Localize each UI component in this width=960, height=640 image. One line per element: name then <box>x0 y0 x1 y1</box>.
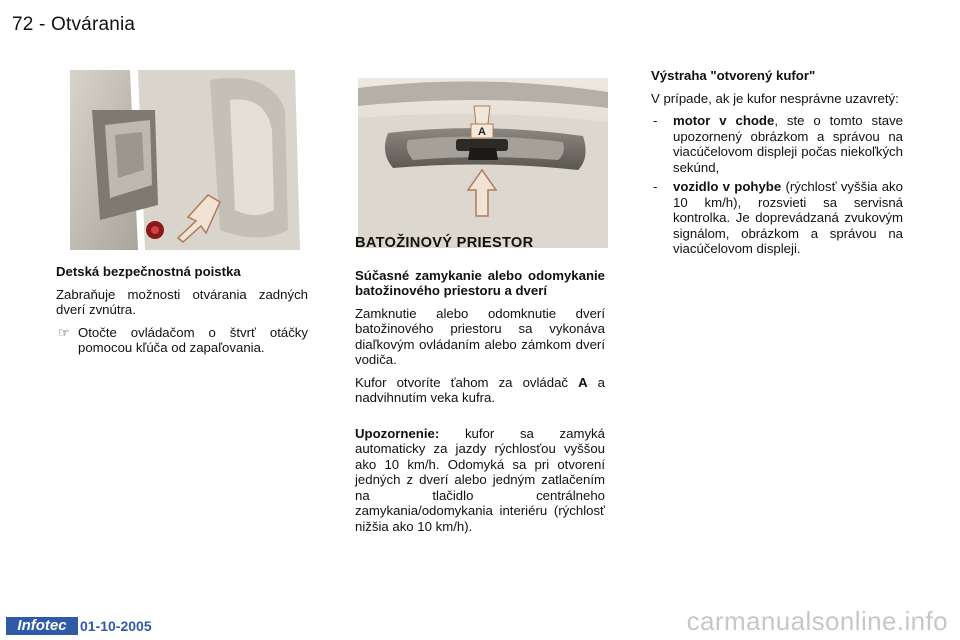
child-lock-instruction-text: Otočte ovládačom o štvrť otáčky pomocou kľúča od zapaľovania. <box>78 324 308 355</box>
alert-item-engine-text: , ste o tomto stave upozornený obrázkom a správou na viacúčelovom displeji počas niekoľkých sekúnd, <box>673 113 904 175</box>
warning-text: kufor sa zamyká automaticky za jazdy rýchlosťou vyššou ako 10 km/h. Odomyká sa pri otvorení jedných z dverí alebo jedným zatlačením na tlačidlo centrálneho zamykania/odomykania interiéru (rýchlosť nižšia ako 10 km/h). <box>355 425 605 534</box>
child-lock-description: Zabraňuje možnosti otvárania zadných dverí zvnútra. <box>56 286 308 317</box>
warning-label: Upozornenie: <box>355 425 440 441</box>
site-watermark: carmanualsonline.info <box>686 606 948 636</box>
pointer-icon: ☞ <box>58 324 70 340</box>
lock-sub-heading: Súčasné zamykanie alebo odomykanie batožinového priestoru a dverí <box>355 267 605 298</box>
section-title: BATOŽINOVÝ PRIESTOR <box>355 235 534 251</box>
right-column <box>651 68 903 261</box>
alert-item-moving <box>651 179 903 257</box>
open-trunk-pre: Kufor otvoríte ťahom za ovládač <box>355 374 579 390</box>
dash-marker: - <box>653 179 658 194</box>
trunk-handle-image <box>358 78 608 248</box>
alert-item-moving-text: (rýchlosť vyššia ako 10 km/h), rozsvieti sa servisná kontrolka. Je doprevádzaná zvukovým signálom, obrázkom a správou na viacúčelovom displeji. <box>673 179 903 256</box>
middle-column <box>355 236 605 541</box>
open-trunk-handle-ref: A <box>578 374 588 390</box>
alert-item-moving-label: vozidlo v pohybe <box>673 179 782 194</box>
open-trunk-alert-intro: V prípade, ak je kufor nesprávne uzavretý: <box>651 90 899 106</box>
lock-description: Zamknutie alebo odomknutie dverí batožinového priestoru sa vykonáva diaľkovým ovládaním alebo zámkom dverí vodiča. <box>355 305 605 367</box>
warning-note <box>355 426 605 535</box>
open-trunk-text <box>355 375 605 406</box>
child-lock-image <box>60 70 310 250</box>
infotec-logo: Infotec <box>6 617 78 635</box>
child-lock-heading: Detská bezpečnostná poistka <box>56 264 241 279</box>
child-lock-instruction <box>56 325 308 356</box>
dash-marker: - <box>653 113 658 128</box>
alert-item-engine-label: motor v chode <box>673 113 775 128</box>
handle-label-a: A <box>478 126 486 138</box>
open-trunk-post: a nadvihnutím veka kufra. <box>355 374 605 405</box>
print-date: 01-10-2005 <box>80 618 152 634</box>
left-column <box>56 264 308 360</box>
alert-item-engine <box>651 113 903 175</box>
page-title: 72 - Otvárania <box>12 14 136 35</box>
open-trunk-alert-heading: Výstraha "otvorený kufor" <box>651 68 816 83</box>
